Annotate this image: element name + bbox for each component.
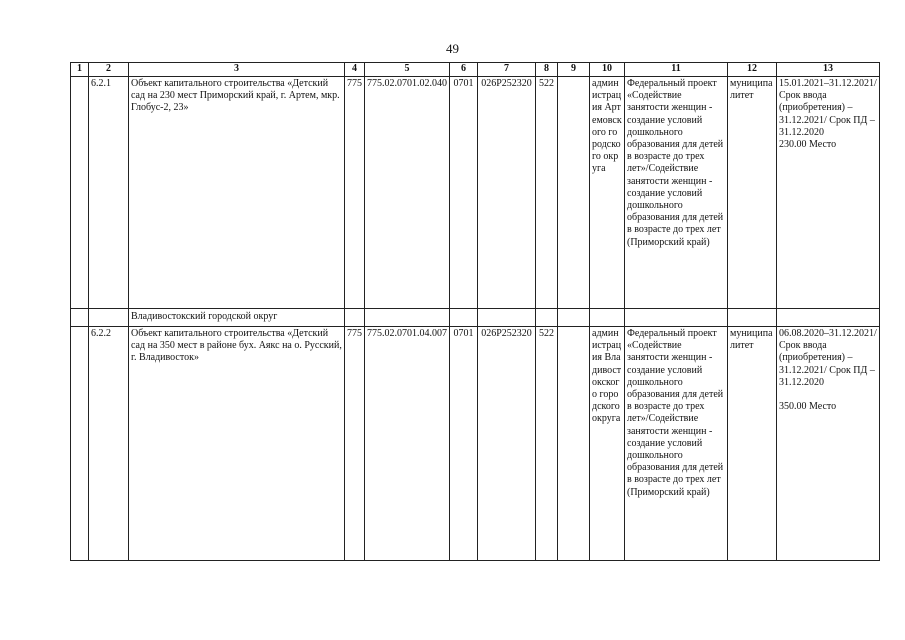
row-number: 6.2.2: [89, 327, 129, 561]
cell-empty: [71, 309, 89, 327]
code-ministry: 775: [345, 327, 365, 561]
project-name: Федеральный проект «Содействие занятости женщин - создание условий дошкольного образования для детей в возрасте до трех лет»/Содействие занятости женщин - создание условий дошкольного образования для детей в возрасте до трех лет (Приморский край): [625, 327, 728, 561]
cell-empty: [89, 309, 129, 327]
administrator: администрация Артемовского городского округа: [590, 77, 625, 309]
column-header: 6: [450, 63, 478, 77]
column-number-row: [71, 63, 880, 77]
column-header: 7: [478, 63, 536, 77]
column-header: 11: [625, 63, 728, 77]
project-name: Федеральный проект «Содействие занятости женщин - создание условий дошкольного образования для детей в возрасте до трех лет»/Содействие занятости женщин - создание условий дошкольного образования для детей в возрасте до трех лет (Приморский край): [625, 77, 728, 309]
code-target: 026P252320: [478, 327, 536, 561]
column-header: 4: [345, 63, 365, 77]
terms-cell: [777, 77, 880, 309]
section-row: [71, 309, 880, 327]
column-header: 2: [89, 63, 129, 77]
column-header: 13: [777, 63, 880, 77]
column-header: 10: [590, 63, 625, 77]
cell-9: [558, 327, 590, 561]
code-program: 775.02.0701.02.040: [365, 77, 450, 309]
ownership: муниципа литет: [728, 327, 777, 561]
terms-dates: 15.01.2021–31.12.2021/ Срок ввода (приобретения) – 31.12.2021/ Срок ПД – 31.12.2020: [779, 78, 877, 138]
column-header: 5: [365, 63, 450, 77]
column-header: 9: [558, 63, 590, 77]
cell-9: [558, 77, 590, 309]
capacity: 350.00 Место: [779, 401, 837, 413]
code-expense: 522: [536, 77, 558, 309]
column-header: 3: [129, 63, 345, 77]
cell-empty: [71, 77, 89, 309]
object-name: Объект капитального строительства «Детский сад на 350 мест в районе бух. Аякс на о. Русский, г. Владивосток»: [129, 327, 345, 561]
administrator: администрация Владивостокского городского округа: [590, 327, 625, 561]
ownership: муниципа литет: [728, 77, 777, 309]
column-header: 8: [536, 63, 558, 77]
terms-dates: 06.08.2020–31.12.2021/ Срок ввода (приобретения) – 31.12.2021/ Срок ПД – 31.12.2020: [779, 328, 877, 388]
code-ministry: 775: [345, 77, 365, 309]
object-name: Объект капитального строительства «Детский сад на 230 мест Приморский край, г. Артем, мкр. Глобус-2, 23»: [129, 77, 345, 309]
section-title: Владивостокский городской округ: [129, 309, 345, 327]
code-expense: 522: [536, 327, 558, 561]
column-header: 1: [71, 63, 89, 77]
row-number: 6.2.1: [89, 77, 129, 309]
page-number: 49: [446, 41, 459, 56]
terms-cell: [777, 327, 880, 561]
cell-empty: [71, 327, 89, 561]
column-header: 12: [728, 63, 777, 77]
code-program: 775.02.0701.04.007: [365, 327, 450, 561]
table-row: [71, 327, 880, 561]
budget-table: [70, 62, 880, 561]
capacity: 230.00 Место: [779, 139, 837, 151]
code-section: 0701: [450, 327, 478, 561]
code-target: 026P252320: [478, 77, 536, 309]
table-row: [71, 77, 880, 309]
code-section: 0701: [450, 77, 478, 309]
